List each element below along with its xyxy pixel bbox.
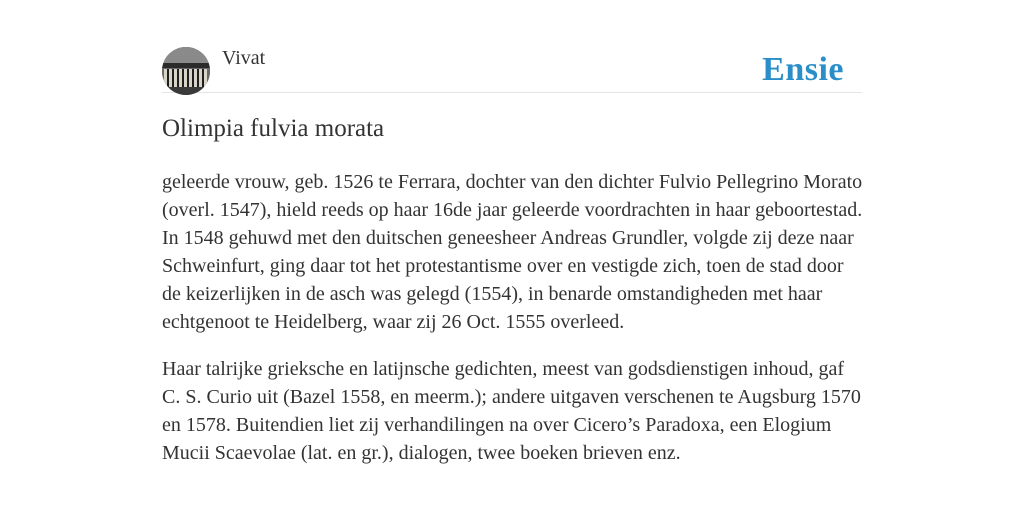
ensie-logo[interactable]: Ensie [762,51,844,88]
article-paragraph: geleerde vrouw, geb. 1526 te Ferrara, dochter van den dichter Fulvio Pellegrino Morato (overl. 1547), hield reeds op haar 16de jaar geleerde voordrachten in haar geboortestad. In 1548 gehuwd met den duitschen geneesheer Andreas Grundler, volgde zij deze naar Schweinfurt, ging daar tot het protestantisme over en vestigde zich, toen de stad door de keizerlijken in de asch was gelegd (1554), in benarde omstandigheden met haar echtgenoot te Heidelberg, waar zij 26 Oct. 1555 overleed. [162,171,863,333]
site-header [162,46,862,93]
typewriter-avatar-icon [162,47,210,95]
article-paragraph: Haar talrijke grieksche en latijnsche gedichten, meest van godsdienstigen inhoud, gaf C. S. Curio uit (Bazel 1558, en meerm.); andere uitgaven verschenen te Augsburg 1570 en 1578. Buitendien liet zij verhandilingen na over Cicero’s Paradoxa, een Elogium Mucii Scaevolae (lat. en gr.), dialogen, twee boeken brieven enz. [162,358,861,464]
article-body [162,168,864,486]
page-title: Olimpia fulvia morata [162,115,385,142]
author-name[interactable]: Vivat [222,47,266,69]
author-avatar[interactable] [162,47,210,95]
